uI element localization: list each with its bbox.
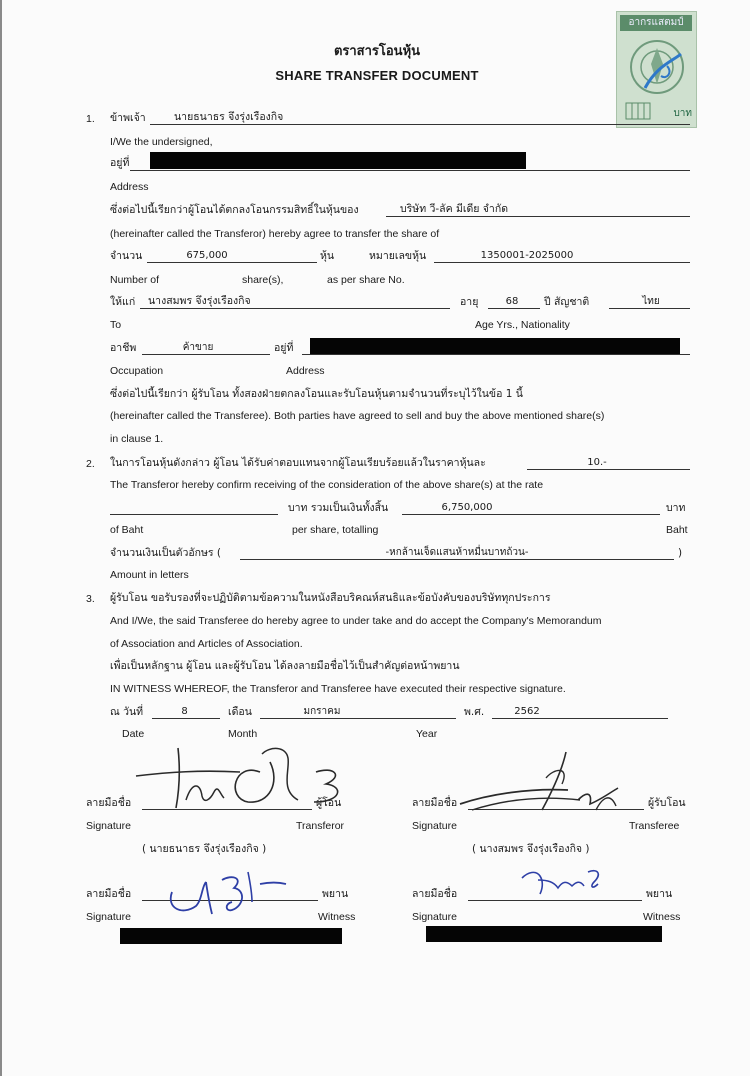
month-value: มกราคม [303,706,341,717]
amount-letters-english: Amount in letters [110,569,189,581]
address2-thai: อยู่ที่ [274,342,294,354]
transferee-name-line [140,308,450,309]
age-value: 68 [505,296,519,307]
baht-thai: บาท [666,502,686,514]
stamp-pattern-icon [625,102,651,120]
undertake-english-2: of Association and Articles of Association. [110,638,303,650]
day-line [152,718,220,719]
witness1-signature-label-english: Signature [86,911,131,923]
witness2-signature-label-thai: ลายมือชื่อ [412,888,458,900]
occupation-thai: อาชีพ [110,342,137,354]
share-thai: หุ้น [320,250,335,262]
year-value: 2562 [514,706,540,717]
address2-line [302,354,690,355]
on-day-thai: ณ วันที่ [110,706,144,718]
witness2-signature-line [468,900,642,901]
transferee-role-english: Transferee [629,820,680,832]
as-per-english: as per share No. [327,274,405,286]
stamp-unit: บาท [673,108,692,119]
witness1-signature-label-thai: ลายมือชื่อ [86,888,132,900]
redacted-address-2 [310,338,680,354]
year-line [492,718,668,719]
witness-statement-english: IN WITNESS WHEREOF, the Transferor and Transferee have executed their respective signature. [110,683,566,695]
witness2-role-english: Witness [643,911,681,923]
amount-letters-line [240,559,674,560]
nationality-thai: ปี สัญชาติ [544,296,590,308]
section1-number: 1. [86,113,95,125]
witness1-signature-mark [162,862,302,922]
day-value: 8 [181,706,188,717]
total-amount: 6,750,000 [441,502,493,513]
witness2-signature-mark [518,864,608,898]
baht-english: Baht [666,524,688,536]
hereinafter-thai: ซึ่งต่อไปนี้เรียกว่าผู้โอนได้ตกลงโอนกรรมสิทธิ์ในหุ้นของ [110,204,359,216]
age-line [488,308,540,309]
transferee-role-thai: ผู้รับโอน [648,797,686,809]
occupation-value: ค้าขาย [182,342,214,353]
redacted-witness1-name [120,928,342,944]
transferee-english-2: in clause 1. [110,433,164,445]
transferor-role-english: Transferor [296,820,345,832]
shares-english: share(s), [242,274,284,286]
witness1-role-thai: พยาน [322,888,349,900]
section2-number: 2. [86,458,95,470]
share-no-thai: หมายเลขหุ้น [369,250,427,262]
title-english: SHARE TRANSFER DOCUMENT [275,68,479,83]
transferor-role-thai: ผู้โอน [316,797,342,809]
month-thai: เดือน [228,706,252,718]
occupation-line [142,354,270,355]
company-name: บริษัท วี-ลัค มีเดีย จำกัด [400,203,509,215]
amount-letters-thai: จำนวนเงินเป็นตัวอักษร ( [110,547,221,559]
address-line [130,170,690,171]
date-english: Date [122,728,145,740]
redacted-witness2-name [426,926,662,942]
to-thai: ให้แก่ [110,296,136,308]
witness1-role-english: Witness [318,911,356,923]
stamp-label: อากรแสตมป์ [620,15,692,31]
close-paren: ) [678,547,683,559]
rate-line [110,514,278,515]
share-numbers: 1350001-2025000 [480,250,574,261]
transferee-thai: ซึ่งต่อไปนี้เรียกว่า ผู้รับโอน ทั้งสองฝ่ายตกลงโอนและรับโอนหุ้นตามจำนวนที่ระบุไว้ในข้อ 1 นี้ [110,388,523,400]
transferee-signature-label-thai: ลายมือชื่อ [412,797,458,809]
transferor-signature-mark [130,742,360,814]
share-quantity: 675,000 [186,250,228,261]
transferee-printed-name: ( นางสมพร จึงรุ่งเรืองกิจ ) [472,843,590,855]
year-english: Year [416,728,438,740]
transferee-english-1: (hereinafter called the Transferee). Both parties have agreed to sell and buy the above mentioned share(s) [110,410,605,422]
address2-english: Address [286,365,325,377]
number-of-english: Number of [110,274,160,286]
month-english: Month [228,728,258,740]
of-baht-english: of Baht [110,524,144,536]
consideration-thai: ในการโอนหุ้นดังกล่าว ผู้โอน ได้รับค่าตอบแทนจากผู้โอนเรียบร้อยแล้วในราคาหุ้นละ [110,457,486,469]
amount-letters: -หกล้านเจ็ดแสนห้าหมื่นบาทถ้วน- [385,547,529,558]
year-thai: พ.ศ. [464,706,485,718]
address-thai: อยู่ที่ [110,157,130,169]
transferor-name: นายธนาธร จึงรุ่งเรืองกิจ [174,111,284,123]
company-line [386,216,690,217]
consideration-english: The Transferor hereby confirm receiving of the consideration of the above share(s) at the rate [110,479,544,491]
transferor-signature-label-english: Signature [86,820,131,832]
undertake-english-1: And I/We, the said Transferee do hereby agree to under take and do accept the Company's Memorandum [110,615,602,627]
witness-statement-thai: เพื่อเป็นหลักฐาน ผู้โอน และผู้รับโอน ได้ลงลายมือชื่อไว้เป็นสำคัญต่อหน้าพยาน [110,660,460,672]
transferee-signature-label-english: Signature [412,820,457,832]
price-line [527,469,690,470]
price-per-share: 10.- [587,457,607,468]
nationality-line [609,308,690,309]
undertake-thai: ผู้รับโอน ขอรับรองที่จะปฏิบัติตามข้อความในหนังสือบริคณห์สนธิและข้อบังคับของบริษัททุกประการ [110,592,551,604]
age-thai: อายุ [460,296,479,308]
to-english: To [110,319,122,331]
witness2-role-thai: พยาน [646,888,673,900]
share-no-line [434,262,690,263]
total-line [402,514,660,515]
transferee-name: นางสมพร จึงรุ่งเรืองกิจ [148,295,251,307]
i-we-english: I/We the undersigned, [110,136,213,148]
transferor-name-line [150,124,690,125]
hereinafter-english: (hereinafter called the Transferor) hereby agree to transfer the share of [110,228,440,240]
quantity-thai: จำนวน [110,250,143,262]
transferee-signature-mark [450,748,640,830]
baht-total-thai: บาท รวมเป็นเงินทั้งสิ้น [288,502,389,514]
i-we-thai: ข้าพเจ้า [110,112,146,124]
quantity-line [147,262,317,263]
month-line [260,718,456,719]
transferor-signature-label-thai: ลายมือชื่อ [86,797,132,809]
per-share-english: per share, totalling [292,524,379,536]
occupation-english: Occupation [110,365,164,377]
title-thai: ตราสารโอนหุ้น [333,44,421,59]
nationality-value: ไทย [642,296,660,307]
witness2-signature-label-english: Signature [412,911,457,923]
age-english: Age Yrs., Nationality [475,319,570,331]
transferor-printed-name: ( นายธนาธร จึงรุ่งเรืองกิจ ) [142,843,267,855]
redacted-address [150,152,526,169]
address-english: Address [110,181,149,193]
section3-number: 3. [86,593,95,605]
